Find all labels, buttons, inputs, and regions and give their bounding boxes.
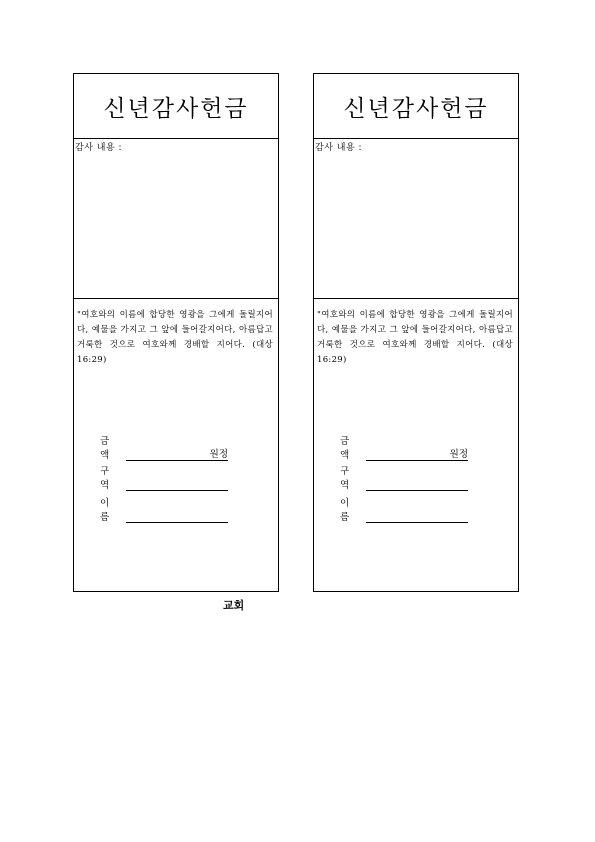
church-label: 교회 (223, 599, 245, 612)
thanks-content-box (314, 139, 518, 299)
name-field (340, 498, 468, 523)
district-label: 구 역 (100, 466, 113, 491)
offering-envelope-left (73, 73, 279, 592)
name-field (100, 498, 228, 523)
scripture-verse: "여호와의 이름에 합당한 영광을 그에게 돌릴지어다, 예물을 가지고 그 앞에 들어갈지어다, 아름답고 거룩한 것으로 여호와께 경배할 지어다. (대상 16:29) (317, 310, 513, 365)
envelope-title: 신년감사헌금 (314, 74, 518, 139)
district-line (366, 478, 468, 491)
name-line (126, 510, 228, 523)
envelope-bottom-section (314, 299, 518, 591)
amount-suffix: 원정 (209, 449, 228, 460)
offering-envelope-right (313, 73, 519, 592)
thanks-content-label: 감사 내용 : (315, 143, 363, 153)
name-line (366, 510, 468, 523)
amount-line (366, 448, 468, 461)
amount-line (126, 448, 228, 461)
district-field (340, 466, 468, 491)
amount-label: 금 액 (340, 436, 353, 461)
amount-field (340, 436, 468, 461)
district-field (100, 466, 228, 491)
amount-label: 금 액 (100, 436, 113, 461)
name-label: 이 름 (100, 498, 113, 523)
envelope-bottom-section (74, 299, 278, 591)
envelope-title: 신년감사헌금 (74, 74, 278, 139)
district-label: 구 역 (340, 466, 353, 491)
thanks-content-label: 감사 내용 : (75, 143, 123, 153)
name-label: 이 름 (340, 498, 353, 523)
amount-field (100, 436, 228, 461)
thanks-content-box (74, 139, 278, 299)
amount-suffix: 원정 (449, 449, 468, 460)
district-line (126, 478, 228, 491)
scripture-verse: "여호와의 이름에 합당한 영광을 그에게 돌릴지어다, 예물을 가지고 그 앞에 들어갈지어다, 아름답고 거룩한 것으로 여호와께 경배할 지어다. (대상 16:29) (77, 310, 273, 365)
